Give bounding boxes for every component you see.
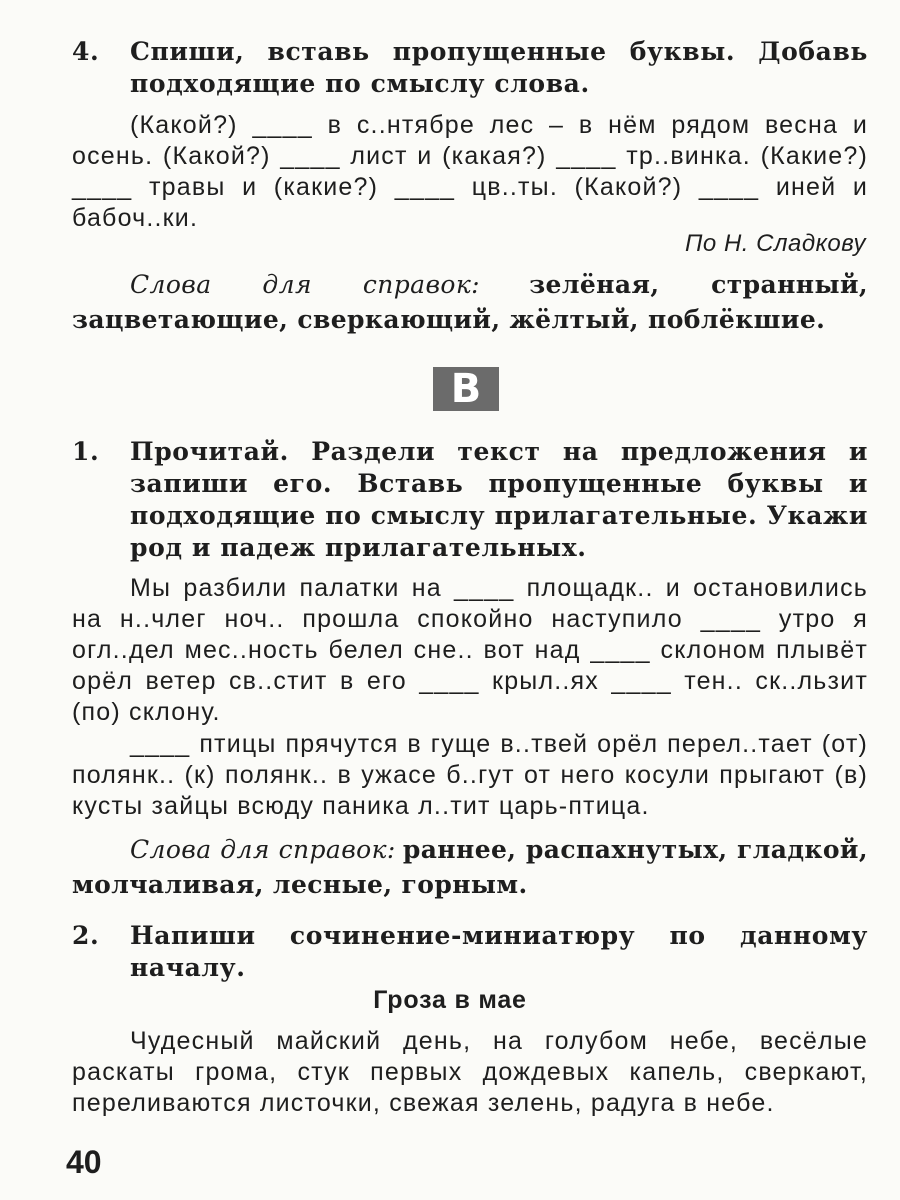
task-4-reference-words: зелёная, странный, зацветающие, сверкающий, жёлтый, поблёкшие. <box>72 270 868 334</box>
task-2-heading <box>72 920 868 984</box>
story-text: Чудесный майский день, на голубом небе, весёлые раскаты грома, стук первых дождевых капель, сверкают, переливаются листочки, свежая зелень, радуга в небе. <box>72 1027 868 1117</box>
task-1-reference <box>72 833 868 903</box>
task-1-instruction: Прочитай. Раздели текст на предложения и запиши его. Вставь пропущенные буквы и подходящие по смыслу прилагательные. Укажи род и падеж прилагательных. <box>130 437 868 562</box>
task-2-instruction: Напиши сочинение-миниатюру по данному началу. <box>130 921 868 982</box>
task-4-exercise-text: (Какой?) ____ в с..нтябре лес – в нём рядом весна и осень. (Какой?) ____ лист и (какая?) ____ тр..винка. (Какие?) ____ травы и (какие?) ____ цв..ты. (Какой?) ____ иней и бабоч..ки. <box>72 111 868 232</box>
task-1-number: 1. <box>72 437 100 466</box>
task-4-heading <box>72 36 868 100</box>
task-1-reference-label: Слова для справок: <box>130 835 396 864</box>
task-1-heading <box>72 436 868 564</box>
task-4-reference <box>72 268 868 338</box>
page-number: 40 <box>66 1144 102 1180</box>
section-badge: B <box>433 367 499 411</box>
task-1-paragraph-2: ____ птицы прячутся в гуще в..твей орёл перел..тает (от) полянк.. (к) полянк.. в ужасе б..гут от него косули прыгают (в) кусты зайцы всюду паника л..тит царь-птица. <box>72 730 868 820</box>
task-1-reference-words: раннее, распахнутых, гладкой, молчаливая, лесные, горным. <box>72 835 868 899</box>
task-4-reference-label: Слова для справок: <box>130 270 480 299</box>
task-1-paragraph-1: Мы разбили палатки на ____ площадк.. и остановились на н..члег ноч.. прошла спокойно наступило ____ утро я огл..дел мес..ность белел сне.. вот над ____ склоном плывёт орёл ветер св..стит в его ____ крыл..ях ____ тен.. ск..льзит (по) склону. <box>72 574 868 726</box>
story-title: Гроза в мае <box>373 986 527 1014</box>
task-2-number: 2. <box>72 921 100 950</box>
task-4-number: 4. <box>72 37 100 66</box>
task-4-author: По Н. Сладкову <box>685 230 866 257</box>
task-4-instruction: Спиши, вставь пропущенные буквы. Добавь подходящие по смыслу слова. <box>130 37 868 98</box>
